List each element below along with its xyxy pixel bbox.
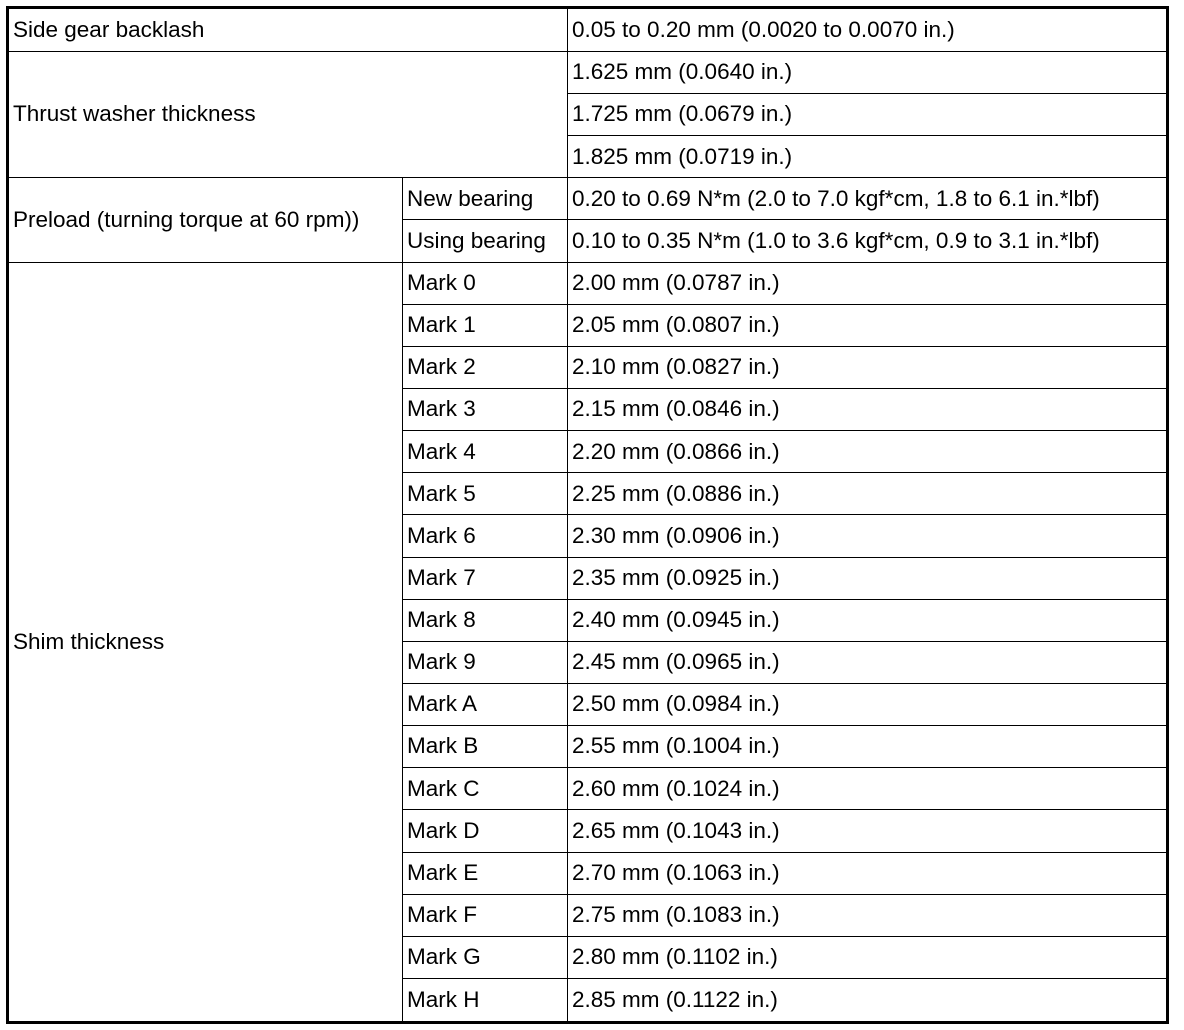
shim-mark: Mark D: [403, 810, 568, 852]
shim-value: 2.55 mm (0.1004 in.): [568, 726, 1168, 768]
shim-value: 2.35 mm (0.0925 in.): [568, 557, 1168, 599]
spec-table: [6, 6, 1169, 1024]
thrust-washer-label: Thrust washer thickness: [8, 51, 568, 177]
shim-mark: Mark G: [403, 936, 568, 978]
shim-mark: Mark B: [403, 726, 568, 768]
shim-value: 2.80 mm (0.1102 in.): [568, 936, 1168, 978]
table-row: [8, 262, 1168, 304]
shim-value: 2.85 mm (0.1122 in.): [568, 979, 1168, 1023]
preload-sub-label: New bearing: [403, 178, 568, 220]
shim-value: 2.05 mm (0.0807 in.): [568, 304, 1168, 346]
shim-mark: Mark F: [403, 894, 568, 936]
shim-mark: Mark A: [403, 684, 568, 726]
shim-value: 2.15 mm (0.0846 in.): [568, 389, 1168, 431]
shim-mark: Mark 1: [403, 304, 568, 346]
table-row: [8, 178, 1168, 220]
preload-value: 0.20 to 0.69 N*m (2.0 to 7.0 kgf*cm, 1.8 to 6.1 in.*lbf): [568, 178, 1168, 220]
shim-thickness-label: Shim thickness: [8, 262, 403, 1022]
shim-mark: Mark C: [403, 768, 568, 810]
side-gear-backlash-label: Side gear backlash: [8, 8, 568, 52]
table-row: [8, 51, 1168, 93]
thrust-washer-value: 1.725 mm (0.0679 in.): [568, 94, 1168, 136]
shim-value: 2.25 mm (0.0886 in.): [568, 473, 1168, 515]
preload-sub-label: Using bearing: [403, 220, 568, 262]
shim-value: 2.65 mm (0.1043 in.): [568, 810, 1168, 852]
side-gear-backlash-value: 0.05 to 0.20 mm (0.0020 to 0.0070 in.): [568, 8, 1168, 52]
shim-mark: Mark 9: [403, 641, 568, 683]
shim-mark: Mark 4: [403, 431, 568, 473]
shim-mark: Mark 2: [403, 346, 568, 388]
shim-mark: Mark 0: [403, 262, 568, 304]
shim-mark: Mark 6: [403, 515, 568, 557]
preload-label: Preload (turning torque at 60 rpm)): [8, 178, 403, 262]
shim-value: 2.75 mm (0.1083 in.): [568, 894, 1168, 936]
shim-mark: Mark 8: [403, 599, 568, 641]
shim-value: 2.50 mm (0.0984 in.): [568, 684, 1168, 726]
shim-value: 2.10 mm (0.0827 in.): [568, 346, 1168, 388]
shim-mark: Mark E: [403, 852, 568, 894]
shim-value: 2.40 mm (0.0945 in.): [568, 599, 1168, 641]
shim-mark: Mark 5: [403, 473, 568, 515]
shim-mark: Mark 7: [403, 557, 568, 599]
shim-mark: Mark 3: [403, 389, 568, 431]
thrust-washer-value: 1.625 mm (0.0640 in.): [568, 51, 1168, 93]
table-row: [8, 8, 1168, 52]
thrust-washer-value: 1.825 mm (0.0719 in.): [568, 136, 1168, 178]
shim-value: 2.20 mm (0.0866 in.): [568, 431, 1168, 473]
shim-value: 2.45 mm (0.0965 in.): [568, 641, 1168, 683]
shim-value: 2.00 mm (0.0787 in.): [568, 262, 1168, 304]
shim-value: 2.60 mm (0.1024 in.): [568, 768, 1168, 810]
shim-mark: Mark H: [403, 979, 568, 1023]
preload-value: 0.10 to 0.35 N*m (1.0 to 3.6 kgf*cm, 0.9 to 3.1 in.*lbf): [568, 220, 1168, 262]
shim-value: 2.70 mm (0.1063 in.): [568, 852, 1168, 894]
shim-value: 2.30 mm (0.0906 in.): [568, 515, 1168, 557]
